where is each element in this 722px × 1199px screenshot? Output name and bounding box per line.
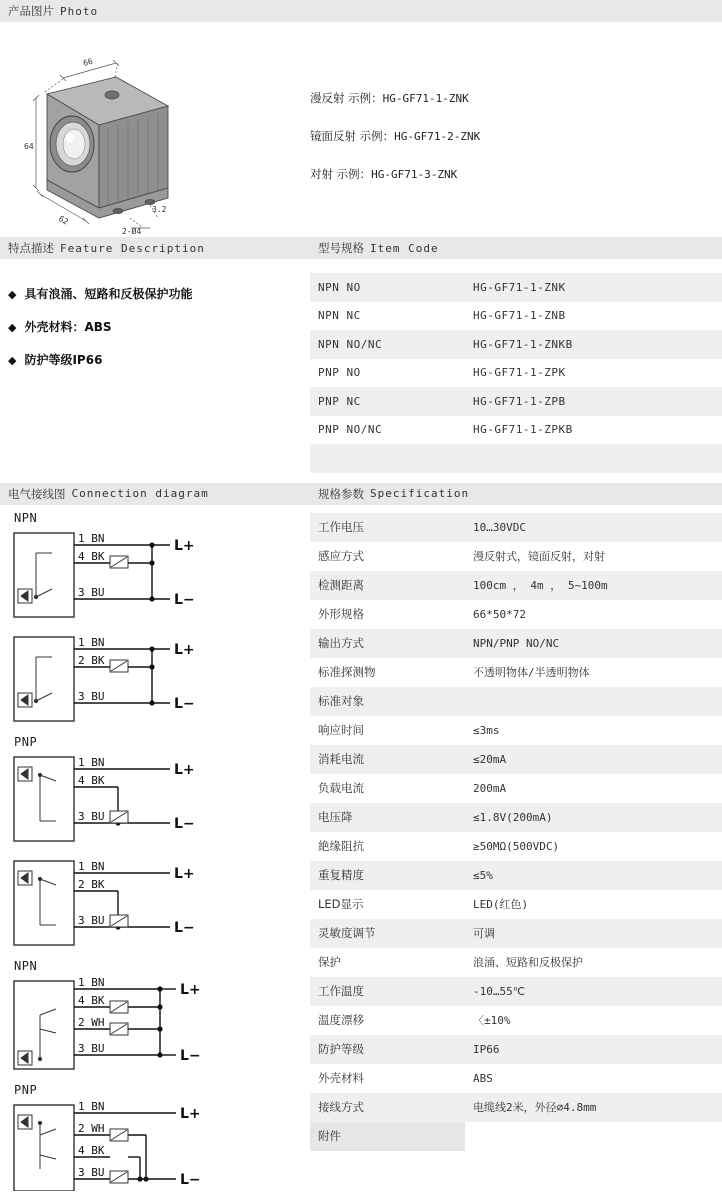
spec-key: 温度漂移 xyxy=(318,1013,364,1027)
svg-text:L+: L+ xyxy=(180,981,201,998)
photo-area xyxy=(0,22,722,237)
svg-text:66: 66 xyxy=(82,56,94,68)
spec-value: 可调 xyxy=(473,927,495,940)
section-title-en: Connection diagram xyxy=(71,487,209,500)
spec-key: 外形规格 xyxy=(318,607,364,621)
feature-itemcode-body xyxy=(0,259,722,473)
wiring-diagram-1 xyxy=(0,527,300,623)
table-row xyxy=(310,658,722,687)
spec-key: 灵敏度调节 xyxy=(318,926,376,940)
spec-value: ≤5% xyxy=(473,868,493,882)
spec-value: 不透明物体/半透明物体 xyxy=(473,666,590,679)
feature-text: 具有浪涌、短路和反极保护功能 xyxy=(24,287,193,301)
item-code-type: PNP NC xyxy=(318,394,361,408)
product-photo xyxy=(0,22,310,237)
wiring-title: NPN xyxy=(14,510,38,525)
wiring-group-5 xyxy=(0,959,310,1075)
feature-text: 外壳材料：ABS xyxy=(24,320,112,334)
svg-text:2 BK: 2 BK xyxy=(78,877,105,891)
spec-value: -10…55℃ xyxy=(473,984,526,998)
item-code-value: HG-GF71-1-ZNKB xyxy=(473,337,573,351)
spec-key: 负载电流 xyxy=(318,781,364,795)
spec-key: LED显示 xyxy=(318,897,364,911)
spacer xyxy=(0,473,722,483)
wiring-group-1 xyxy=(0,511,310,623)
spec-key: 保护 xyxy=(318,955,341,969)
svg-text:2 WH: 2 WH xyxy=(78,1121,105,1135)
svg-text:4 BK: 4 BK xyxy=(78,993,105,1007)
table-row xyxy=(310,416,722,445)
spec-value: LED(红色) xyxy=(473,898,529,911)
diamond-icon: ◆ xyxy=(8,288,17,301)
svg-text:2-Ø4: 2-Ø4 xyxy=(122,227,142,236)
spec-value xyxy=(465,1122,722,1151)
section-header-feature xyxy=(0,237,310,259)
table-row xyxy=(310,1064,722,1093)
table-row xyxy=(310,1122,722,1151)
wiring-group-6 xyxy=(0,1083,310,1191)
spec-key: 电压降 xyxy=(318,810,353,824)
svg-text:1 BN: 1 BN xyxy=(78,859,105,873)
feature-itemcode-headers xyxy=(0,237,722,259)
spec-key: 输出方式 xyxy=(318,636,364,650)
table-row xyxy=(310,513,722,542)
svg-text:3.2: 3.2 xyxy=(152,205,167,214)
wiring-diagram-4 xyxy=(0,855,300,951)
spec-value: 漫反射式，镜面反射，对射 xyxy=(473,550,605,563)
wiring-title: NPN xyxy=(14,958,38,973)
wiring-diagram-5 xyxy=(0,975,300,1075)
spec-value: 电缆线2米，外径∅4.8mm xyxy=(473,1101,597,1114)
svg-text:4 BK: 4 BK xyxy=(78,1143,105,1157)
photo-mode-list xyxy=(310,22,722,237)
spec-key: 响应时间 xyxy=(318,723,364,737)
table-row xyxy=(310,330,722,359)
svg-text:1 BN: 1 BN xyxy=(78,755,105,769)
spec-value: ≤3ms xyxy=(473,723,500,737)
svg-text:1 BN: 1 BN xyxy=(78,531,105,545)
wiring-diagram-3 xyxy=(0,751,300,847)
spec-value: 〈±10% xyxy=(473,1014,511,1027)
wiring-title: PNP xyxy=(14,1082,38,1097)
svg-text:L−: L− xyxy=(180,1171,201,1188)
feature-list xyxy=(0,271,310,368)
table-row xyxy=(310,1093,722,1122)
feature-item xyxy=(8,318,310,335)
table-row xyxy=(310,803,722,832)
section-title-cn: 电气接线图 xyxy=(8,486,66,501)
svg-text:L+: L+ xyxy=(180,1105,201,1122)
photo-mode-label: 对射 示例： xyxy=(310,167,372,181)
table-row xyxy=(310,919,722,948)
item-code-type: NPN NO/NC xyxy=(318,337,383,351)
svg-text:2 BK: 2 BK xyxy=(78,653,105,667)
svg-text:3 BU: 3 BU xyxy=(78,585,105,599)
svg-text:4 BK: 4 BK xyxy=(78,773,105,787)
table-row xyxy=(310,273,722,302)
svg-text:L−: L− xyxy=(174,919,195,936)
item-code-type: NPN NO xyxy=(318,280,361,294)
connection-spec-headers xyxy=(0,483,722,505)
wiring-diagram-2 xyxy=(0,631,300,727)
spec-key: 工作电压 xyxy=(318,520,364,534)
section-header-specification xyxy=(310,483,722,505)
item-code-table xyxy=(310,273,722,473)
spec-value: ≤1.8V(200mA) xyxy=(473,810,553,824)
spec-key: 工作温度 xyxy=(318,984,364,998)
table-row xyxy=(310,861,722,890)
section-title-cn: 产品图片 xyxy=(8,4,54,18)
product-photo-svg xyxy=(0,22,310,237)
table-row xyxy=(310,542,722,571)
table-row xyxy=(310,687,722,716)
svg-text:3 BU: 3 BU xyxy=(78,913,105,927)
svg-text:L+: L+ xyxy=(174,761,195,778)
spec-key: 附件 xyxy=(310,1122,465,1151)
spec-value: 200mA xyxy=(473,781,507,795)
svg-text:3 BU: 3 BU xyxy=(78,1041,105,1055)
item-code-value: HG-GF71-1-ZNK xyxy=(473,280,566,294)
svg-text:64: 64 xyxy=(24,142,34,151)
specification-table xyxy=(310,513,722,1151)
spec-key: 标准探测物 xyxy=(318,665,376,679)
spec-value: NPN/PNP NO/NC xyxy=(473,636,560,650)
specification-table-wrap xyxy=(310,505,722,1199)
spec-key: 检测距离 xyxy=(318,578,364,592)
photo-mode-item xyxy=(310,166,722,182)
diamond-icon: ◆ xyxy=(8,354,17,367)
wiring-diagram-6 xyxy=(0,1099,300,1191)
section-header-connection xyxy=(0,483,310,505)
item-code-value: HG-GF71-1-ZPB xyxy=(473,394,566,408)
table-row xyxy=(310,444,722,473)
svg-text:1 BN: 1 BN xyxy=(78,635,105,649)
spec-key: 感应方式 xyxy=(318,549,364,563)
item-code-type: NPN NC xyxy=(318,309,361,323)
svg-text:4 BK: 4 BK xyxy=(78,549,105,563)
connection-spec-body xyxy=(0,505,722,1199)
spec-value: 浪涌、短路和反极保护 xyxy=(473,956,583,969)
feature-text: 防护等级IP66 xyxy=(24,353,103,367)
spec-value: 66*50*72 xyxy=(473,607,526,621)
spec-key: 重复精度 xyxy=(318,868,364,882)
wiring-diagrams xyxy=(0,505,310,1199)
table-row xyxy=(310,890,722,919)
spec-value: IP66 xyxy=(473,1042,500,1056)
photo-mode-code: HG-GF71-1-ZNK xyxy=(382,92,469,105)
table-row xyxy=(310,387,722,416)
table-row xyxy=(310,359,722,388)
svg-text:62: 62 xyxy=(57,213,70,227)
wiring-group-2 xyxy=(0,631,310,727)
section-title-en: Specification xyxy=(370,487,470,500)
spec-key: 絶缘阻抗 xyxy=(318,839,364,853)
svg-text:L+: L+ xyxy=(174,865,195,882)
item-code-type: PNP NO xyxy=(318,366,361,380)
photo-mode-label: 镜面反射 示例： xyxy=(310,129,395,143)
section-title-cn: 规格参数 xyxy=(318,486,364,501)
wiring-title: PNP xyxy=(14,734,38,749)
table-row xyxy=(310,1035,722,1064)
item-code-value: HG-GF71-1-ZPKB xyxy=(473,423,573,437)
table-row xyxy=(310,629,722,658)
table-row xyxy=(310,977,722,1006)
item-code-value: HG-GF71-1-ZPK xyxy=(473,366,566,380)
item-code-type: PNP NO/NC xyxy=(318,423,383,437)
table-row xyxy=(310,571,722,600)
table-row xyxy=(310,832,722,861)
svg-text:L+: L+ xyxy=(174,641,195,658)
spec-value: 10…30VDC xyxy=(473,520,526,534)
spec-key: 消耗电流 xyxy=(318,752,364,766)
photo-mode-item xyxy=(310,90,722,106)
table-row xyxy=(310,600,722,629)
section-title-cn: 型号规格 xyxy=(318,241,364,255)
photo-mode-code: HG-GF71-2-ZNK xyxy=(394,130,481,143)
wiring-group-3 xyxy=(0,735,310,847)
svg-text:1 BN: 1 BN xyxy=(78,1099,105,1113)
feature-item xyxy=(8,285,310,302)
svg-text:3 BU: 3 BU xyxy=(78,1165,105,1179)
svg-text:1 BN: 1 BN xyxy=(78,975,105,989)
spec-key: 防护等级 xyxy=(318,1042,364,1056)
section-title-en: Item Code xyxy=(370,241,439,255)
section-title-cn: 特点描述 xyxy=(8,241,54,255)
table-row xyxy=(310,948,722,977)
diamond-icon: ◆ xyxy=(8,321,17,334)
svg-text:L+: L+ xyxy=(174,537,195,554)
spec-value xyxy=(465,687,722,716)
spec-value: 100cm ， 4m ， 5~100m xyxy=(473,579,608,592)
section-header-photo xyxy=(0,0,722,22)
spec-key: 接线方式 xyxy=(318,1100,364,1114)
item-code-value xyxy=(465,444,722,473)
svg-text:3 BU: 3 BU xyxy=(78,809,105,823)
section-title-en: Photo xyxy=(60,4,99,18)
table-row xyxy=(310,302,722,331)
photo-mode-item xyxy=(310,128,722,144)
table-row xyxy=(310,774,722,803)
wiring-group-4 xyxy=(0,855,310,951)
spec-value: ≥50MΩ(500VDC) xyxy=(473,839,560,853)
photo-mode-code: HG-GF71-3-ZNK xyxy=(371,168,458,181)
section-title-en: Feature Description xyxy=(60,241,205,255)
table-row xyxy=(310,1006,722,1035)
spec-key: 外壳材料 xyxy=(318,1071,364,1085)
table-row xyxy=(310,716,722,745)
svg-text:L−: L− xyxy=(174,695,195,712)
item-code-value: HG-GF71-1-ZNB xyxy=(473,309,566,323)
photo-mode-label: 漫反射 示例： xyxy=(310,91,383,105)
spec-key: 标准对象 xyxy=(318,694,364,708)
svg-text:L−: L− xyxy=(174,815,195,832)
feature-item xyxy=(8,351,310,368)
svg-text:L−: L− xyxy=(174,591,195,608)
svg-text:2 WH: 2 WH xyxy=(78,1015,105,1029)
section-header-itemcode xyxy=(310,237,722,259)
svg-text:L−: L− xyxy=(180,1047,201,1064)
spec-value: ≤20mA xyxy=(473,752,507,766)
table-row xyxy=(310,745,722,774)
spec-value: ABS xyxy=(473,1071,493,1085)
svg-text:3 BU: 3 BU xyxy=(78,689,105,703)
item-code-type xyxy=(310,444,465,473)
